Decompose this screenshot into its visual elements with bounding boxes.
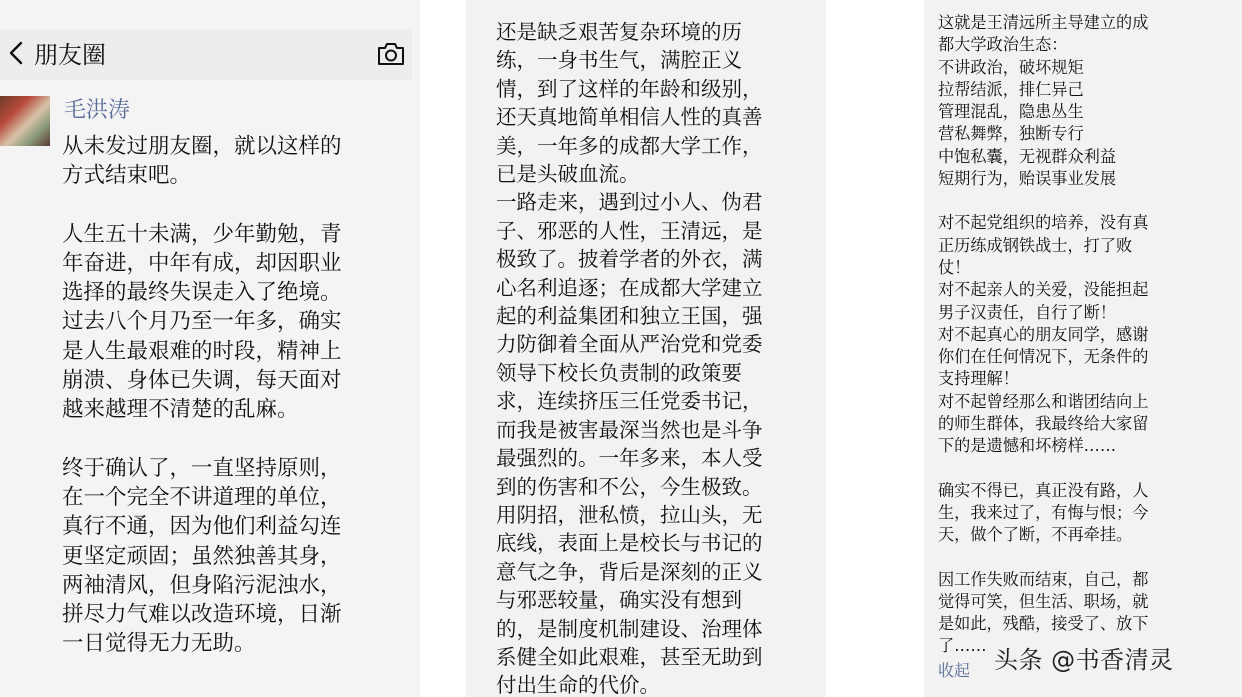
post-paragraph: 一路走来，遇到过小人、伪君 子、邪恶的人性，王清远，是 极致了。披着学者的外衣，满 心名利追逐；在成都大学建立 起的利益集团和独立王国，强 力防御着全面从严治党和党委 领导下校长负责制的政策要 求，连续挤压三任党委书记， 而我是被害最深当然也是斗争 最强烈的。一年多来，本人受 到的伤害和不公，今生极致。 用阴招，泄私愤，拉山头，无 底线，表面上是校长与书记的 意气之争，背后是深刻的正义 与邪恶较量，确实没有想到 的，是制度机制建设、治理体 系健全如此艰难，甚至无助到 付出生命的代价。 xyxy=(496,190,763,697)
chevron-left-icon[interactable] xyxy=(4,40,30,66)
post-paragraph: 确实不得已，真正没有路，人 生，我来过了，有悔与恨；今 天，做个了断，不再牵挂。 xyxy=(938,480,1149,545)
post-paragraph: 人生五十未满，少年勤勉，青 年奋进，中年有成，却因职业 选择的最终失误走入了绝境。 过去八个月乃至一年多，确实 是人生最艰难的时段，精神上 崩溃、身体已失调，每天面对 越来越理不清楚的乱麻。 xyxy=(62,221,342,423)
author-name[interactable]: 毛洪涛 xyxy=(64,98,131,123)
post-paragraph: 对不起党组织的培养，没有真 正历练成钢铁战士，打了败 仗！ 对不起亲人的关爱，没能担起 男子汉责任，自行了断！ 对不起真心的朋友同学，感谢 你们在任何情况下，无条件的 支持理解！ 对不起曾经那么和谐团结向上 的师生群体，我最终给大家留 下的是遗憾和坏榜样…… xyxy=(938,213,1149,456)
avatar[interactable] xyxy=(0,96,50,146)
moments-panel-2 xyxy=(466,0,826,697)
moments-panel-1 xyxy=(0,0,420,697)
post-text-part-3 xyxy=(938,12,1238,658)
post-paragraph: 因工作失败而结束，自己，都 觉得可笑，但生活、职场，就 是如此，残酷，接受了、放下 了…… xyxy=(938,569,1149,656)
post-paragraph: 从未发过朋友圈，就以这样的 方式结束吧。 xyxy=(62,134,342,189)
moments-panel-3 xyxy=(924,0,1242,697)
post-paragraph: 还是缺乏艰苦复杂环境的历 练，一身书生气，满腔正义 情，到了这样的年龄和级别， 还天真地简单相信人性的真善 美，一年多的成都大学工作， 已是头破血流。 xyxy=(496,20,763,187)
camera-icon[interactable] xyxy=(376,41,406,67)
post-paragraph: 这就是王清远所主导建立的成 都大学政治生态： 不讲政治，破坏规矩 拉帮结派，排仁异己 管理混乱，隐患丛生 营私舞弊，独断专行 中饱私囊，无视群众利益 短期行为，贻误事业发展 xyxy=(938,13,1149,189)
source-watermark: 头条 @书香清灵 xyxy=(994,646,1174,674)
post-paragraph: 终于确认了，一直坚持原则， 在一个完全不讲道理的单位， 真行不通，因为他们利益勾连 更坚定顽固；虽然独善其身， 两袖清风，但身陷污泥浊水， 拼尽力气难以改造环境，日渐 一日觉得无力无助。 xyxy=(62,455,342,657)
collapse-link[interactable]: 收起 xyxy=(938,661,971,680)
moments-header xyxy=(0,30,412,80)
post-text-part-2 xyxy=(496,18,816,697)
post-text-part-1 xyxy=(62,132,412,659)
page-title: 朋友圈 xyxy=(34,41,106,69)
